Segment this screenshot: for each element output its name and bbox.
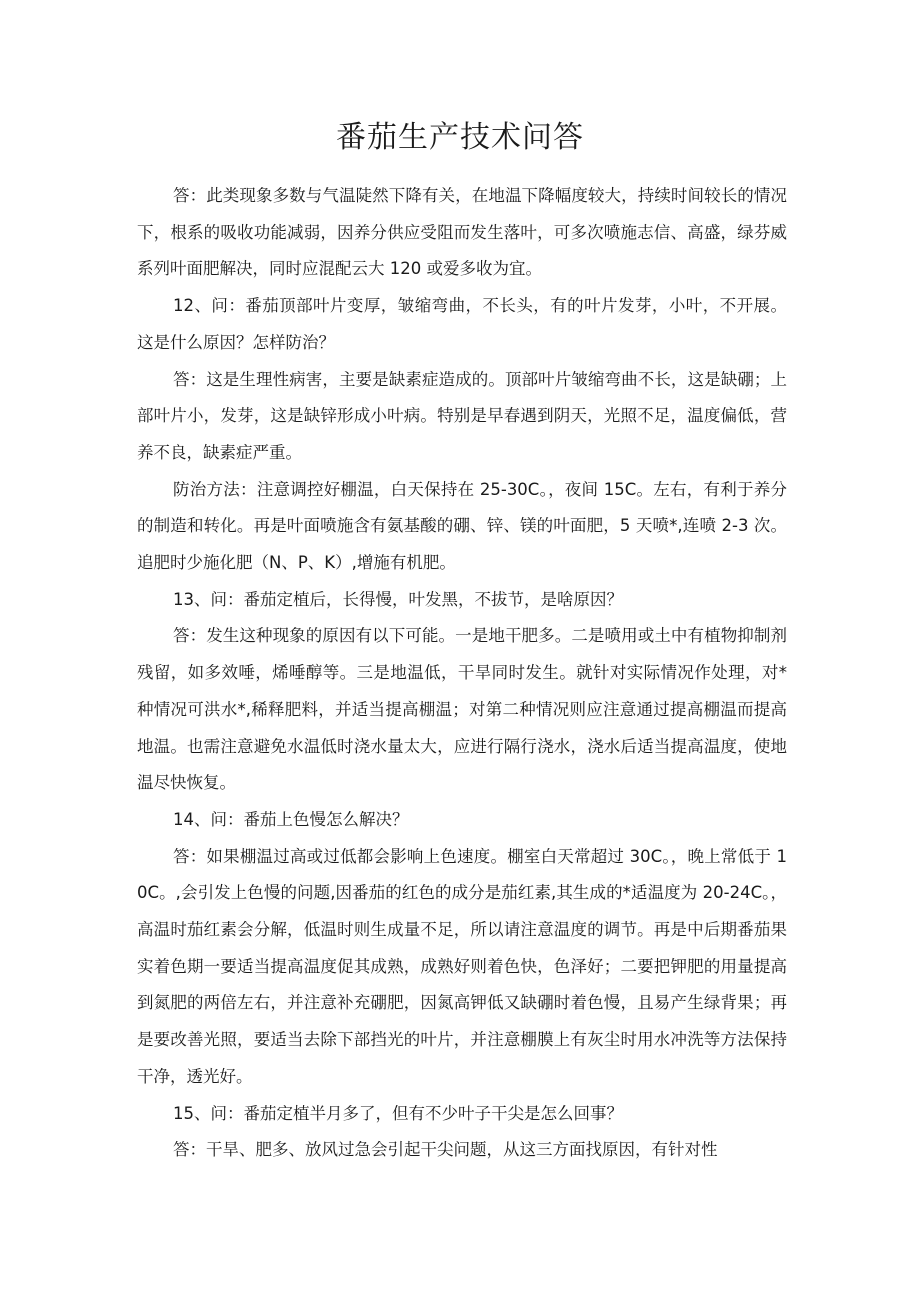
paragraph-question-12: 12、问：番茄顶部叶片变厚，皱缩弯曲，不长头，有的叶片发芽，小叶，不开展。这是什么原因？怎样防治？: [137, 296, 787, 352]
document-body: [137, 178, 787, 1169]
paragraph-question-15: 15、问：番茄定植半月多了，但有不少叶子干尖是怎么回事？: [173, 1103, 623, 1123]
paragraph-answer-13: 答：发生这种现象的原因有以下可能。一是地干肥多。二是喷用或土中有植物抑制剂残留，如多效唾，烯唾醇等。三是地温低，干旱同时发生。就针对实际情况作处理，对*种情况可洪水*,稀释肥料，并适当提高棚温；对第二种情况则应注意通过提高棚温而提高地温。也需注意避免水温低时浇水量太大，应进行隔行浇水，浇水后适当提高温度，使地温尽快恢复。: [137, 626, 787, 793]
paragraph-answer-11: 答：此类现象多数与气温陡然下降有关，在地温下降幅度较大，持续时间较长的情况下，根系的吸收功能减弱，因养分供应受阻而发生落叶，可多次喷施志信、高盛，绿芬威系列叶面肥解决，同时应混配云大 120 或爱多收为宜。: [137, 186, 787, 279]
paragraph-answer-12: 答：这是生理性病害，主要是缺素症造成的。顶部叶片皱缩弯曲不长，这是缺硼；上部叶片小，发芽，这是缺锌形成小叶病。特别是早春遇到阴天，光照不足，温度偏低，营养不良，缺素症严重。: [137, 369, 787, 462]
document-title: 番茄生产技术问答: [336, 120, 584, 155]
paragraph-question-13: 13、问：番茄定植后，长得慢，叶发黑，不拔节，是啥原因？: [173, 589, 623, 609]
paragraph-answer-15: 答：干旱、肥多、放风过急会引起干尖问题，从这三方面找原因，有针对性: [173, 1140, 718, 1160]
paragraph-question-14: 14、问：番茄上色慢怎么解决？: [173, 809, 409, 829]
paragraph-prevention-12: 防治方法：注意调控好棚温，白天保持在 25-30C。，夜间 15C。左右，有利于养分的制造和转化。再是叶面喷施含有氨基酸的硼、锌、镁的叶面肥，5 天喷*,连喷 2-3 次。追肥时少施化肥（N、P、K）,增施有机肥。: [137, 479, 787, 573]
paragraph-answer-14: 答：如果棚温过高或过低都会影响上色速度。棚室白天常超过 30C。，晚上常低于 10C。,会引发上色慢的问题,因番茄的红色的成分是茄红素,其生成的*适温度为 20-24C。，高温时茄红素会分解，低温时则生成量不足，所以请注意温度的调节。再是中后期番茄果实着色期一要适当提高温度促其成熟，成熟好则着色快，色泽好；二要把钾肥的用量提高到氮肥的两倍左右，并注意补充硼肥，因氮高钾低又缺硼时着色慢，且易产生绿背果；再是要改善光照，要适当去除下部挡光的叶片，并注意棚膜上有灰尘时用水冲洗等方法保持干净，透光好。: [137, 846, 787, 1086]
